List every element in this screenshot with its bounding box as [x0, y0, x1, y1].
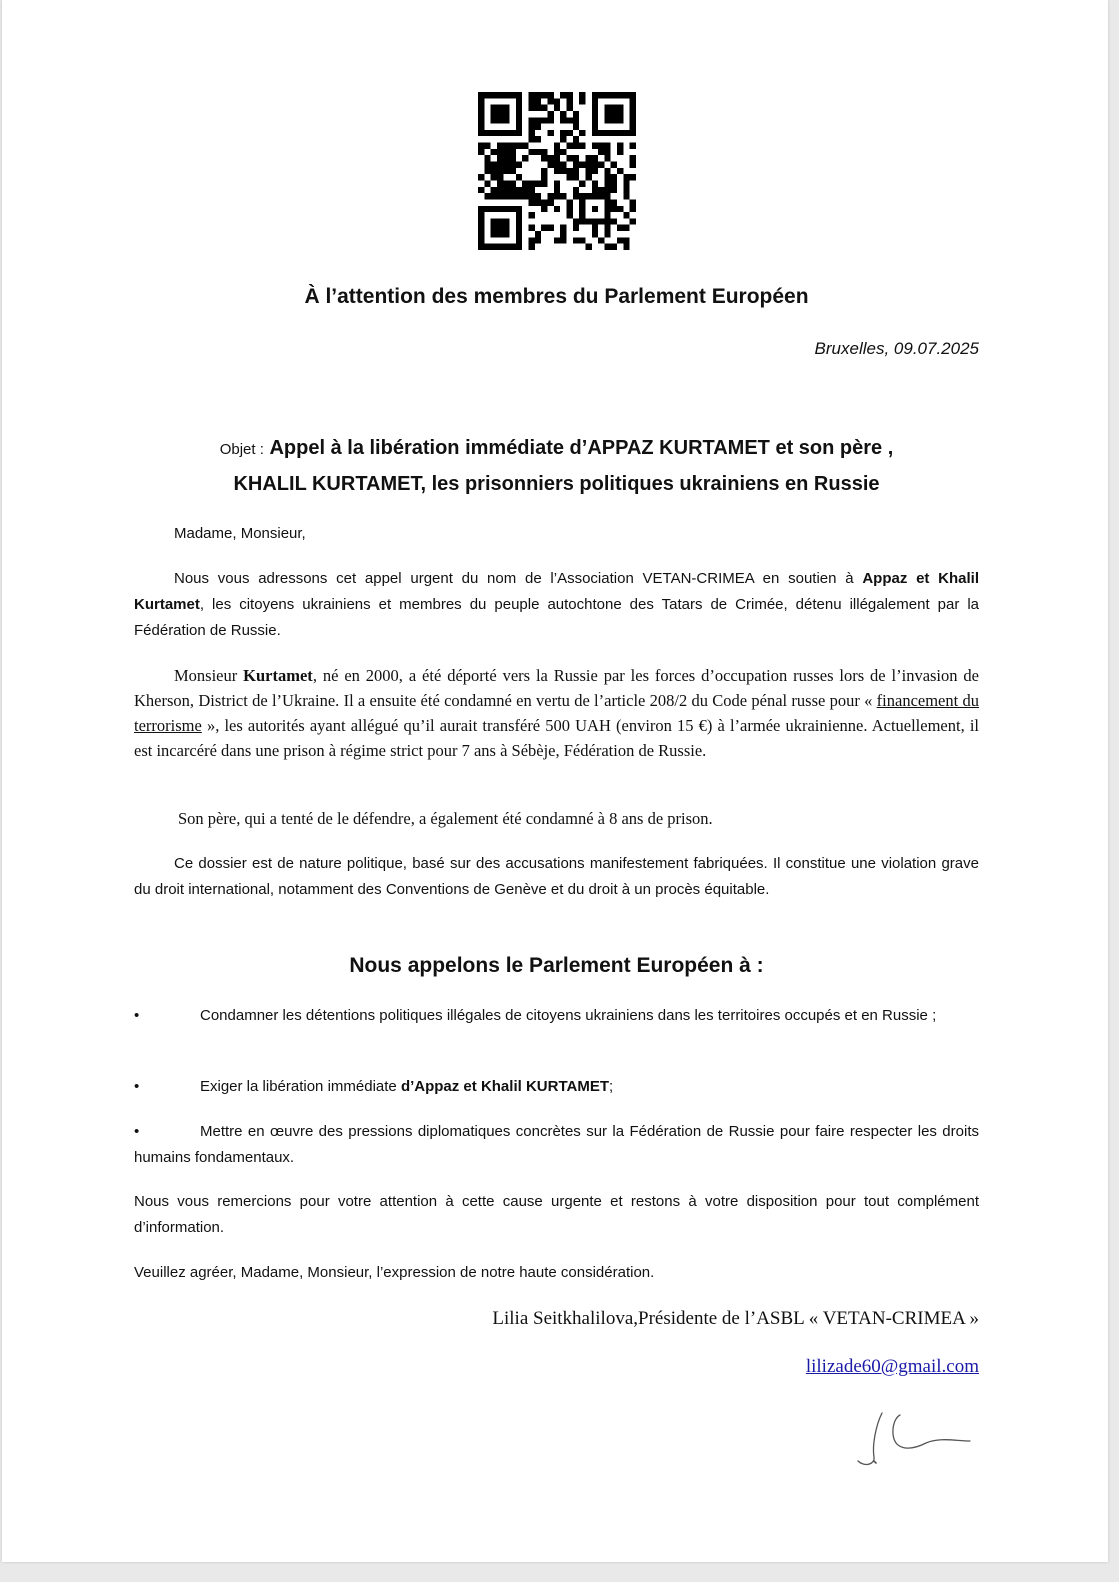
bullet-2-text-b: ;	[609, 1078, 614, 1095]
paragraph-1-text-b: , les citoyens ukrainiens et membres du peuple autochtone des Tatars de Crimée, détenu illégalement par la Fédération de Russie.	[134, 596, 979, 639]
bullet-2	[134, 1074, 979, 1100]
paragraph-2-bold: Kurtamet	[243, 666, 313, 685]
thanks-paragraph: Nous vous remercions pour votre attention à cette cause urgente et restons à votre disposition pour tout complément d’information.	[134, 1193, 979, 1236]
letter-page	[2, 0, 1108, 1562]
paragraph-4: Ce dossier est de nature politique, basé sur des accusations manifestement fabriquées. Il constitue une violation grave du droit international, notamment des Conventions de Genève et du droit à un procès équitable.	[134, 855, 979, 898]
bullet-2-text-a: Exiger la libération immédiate	[200, 1078, 401, 1095]
bullet-dot-2: •	[134, 1078, 140, 1095]
subject-line-1	[134, 434, 979, 464]
closing-formula: Veuillez agréer, Madame, Monsieur, l’expression de notre haute considération.	[134, 1264, 655, 1281]
signature-icon	[852, 1405, 977, 1470]
qr-code-icon	[478, 92, 636, 250]
paragraph-2-text-a: Monsieur	[174, 666, 244, 685]
paragraph-1-bold: Appaz et Khalil Kurtamet	[134, 570, 979, 613]
greeting: Madame, Monsieur,	[174, 525, 306, 542]
attention-heading: À l’attention des membres du Parlement Européen	[304, 285, 809, 308]
bullet-dot-3: •	[134, 1123, 140, 1140]
signatory: Lilia Seitkhalilova,Présidente de l’ASBL « VETAN-CRIMEA »	[492, 1308, 979, 1329]
paragraph-2-text-b: , né en 2000, a été déporté vers la Russie par les forces d’occupation russes lors de l’invasion de Kherson, District de l’Ukraine. Il a ensuite été condamné en vertu de l’article 208/2 du Code pénal russe pour «	[134, 666, 979, 710]
letter-date: Bruxelles, 09.07.2025	[814, 339, 979, 358]
bullet-1: Condamner les détentions politiques illégales de citoyens ukrainiens dans les territoires occupés et en Russie ;	[200, 1007, 937, 1024]
subject-title-1: Appel à la libération immédiate d’APPAZ KURTAMET et son père ,	[269, 437, 894, 459]
bullet-dot-1: •	[134, 1007, 140, 1024]
call-heading: Nous appelons le Parlement Européen à :	[349, 954, 764, 977]
subject-label: Objet :	[219, 441, 264, 458]
paragraph-2-underline: financement du terrorisme	[134, 691, 979, 735]
bullet-3: Mettre en œuvre des pressions diplomatiques concrètes sur la Fédération de Russie pour faire respecter les droits humains fondamentaux.	[134, 1123, 979, 1166]
paragraph-3: Son père, qui a tenté de le défendre, a également été condamné à 8 ans de prison.	[178, 809, 713, 828]
paragraph-2-text-c: », les autorités ayant allégué qu’il aurait transféré 500 UAH (environ 15 €) à l’armée ukrainienne. Actuellement, il est incarcéré dans une prison à régime strict pour 7 ans à Sébèje, Fédération de Russie.	[134, 716, 979, 760]
paragraph-1-text-a: Nous vous adressons cet appel urgent du nom de l’Association VETAN-CRIMEA en soutien à	[174, 570, 863, 587]
paragraph-2	[134, 663, 979, 763]
email-link[interactable]: lilizade60@gmail.com	[805, 1356, 979, 1377]
bullet-2-bold: d’Appaz et Khalil KURTAMET	[400, 1078, 609, 1095]
subject-title-2: KHALIL KURTAMET, les prisonniers politiques ukrainiens en Russie	[233, 473, 880, 495]
paragraph-1	[134, 566, 979, 644]
